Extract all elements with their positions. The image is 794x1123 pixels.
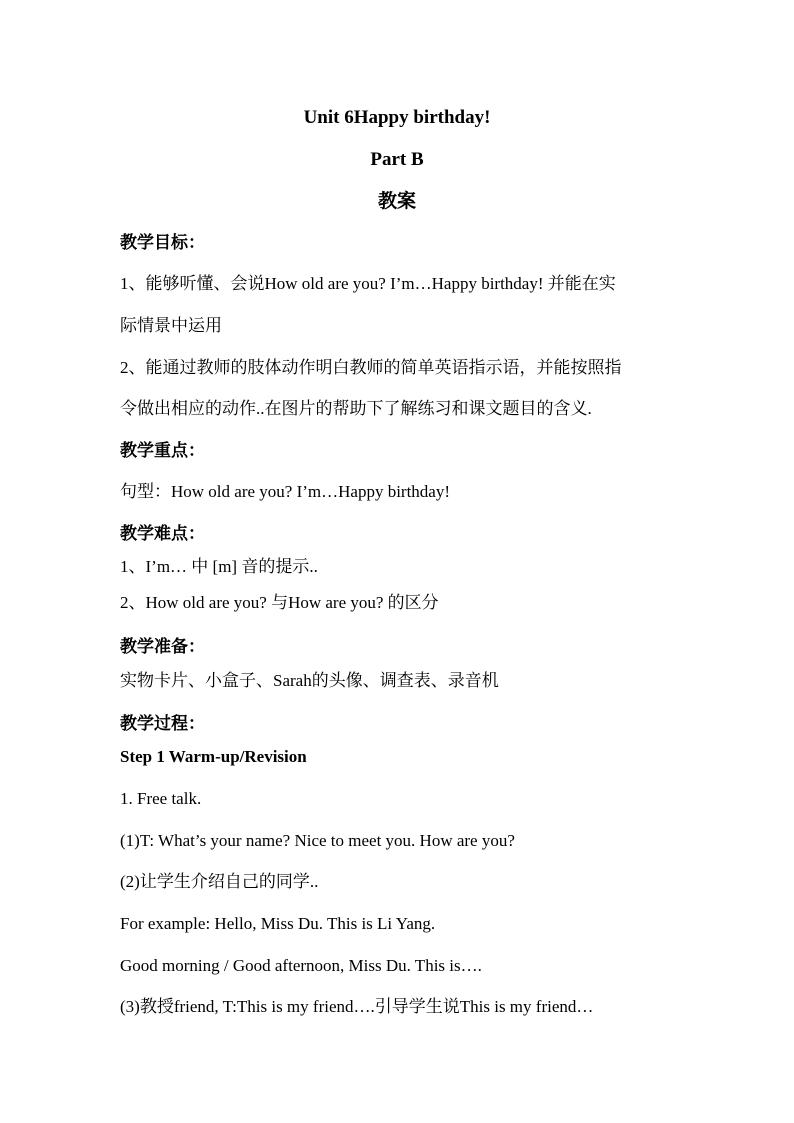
objective-1-line-2: 际情景中运用	[120, 316, 222, 335]
preparation-text: 实物卡片、小盒子、Sarah的头像、调查表、录音机	[120, 671, 499, 690]
process-item-1: (1)T: What’s your name? Nice to meet you. How are you?	[120, 831, 515, 850]
objective-2-line-2: 令做出相应的动作..在图片的帮助下了解练习和课文题目的含义.	[120, 399, 592, 418]
key-points-text: 句型：How old are you? I’m…Happy birthday!	[120, 482, 451, 501]
key-points-heading: 教学重点：	[120, 441, 205, 460]
difficulties-heading: 教学难点：	[120, 524, 205, 543]
preparation-heading: 教学准备：	[120, 637, 205, 656]
process-heading: 教学过程：	[120, 714, 205, 733]
objective-1-line-1: 1、能够听懂、会说How old are you? I’m…Happy birthday! 并能在实	[120, 274, 616, 293]
example-1: For example: Hello, Miss Du. This is Li Yang.	[120, 914, 436, 933]
process-item-3: (3)教授friend, T:This is my friend….引导学生说This is my friend…	[120, 997, 594, 1016]
difficulty-1: 1、I’m… 中 [m] 音的提示..	[120, 557, 318, 576]
example-2: Good morning / Good afternoon, Miss Du. This is….	[120, 956, 482, 975]
difficulty-2: 2、How old are you? 与How are you? 的区分	[120, 593, 439, 612]
part-title: Part B	[370, 149, 424, 170]
unit-title: Unit 6Happy birthday!	[303, 107, 491, 128]
lesson-plan-title: 教案	[377, 191, 416, 212]
free-talk-item: 1. Free talk.	[120, 789, 202, 808]
objective-2-line-1: 2、能通过教师的肢体动作明白教师的简单英语指示语，并能按照指	[120, 358, 622, 377]
objectives-heading: 教学目标：	[120, 233, 205, 252]
step-1-heading: Step 1 Warm-up/Revision	[120, 747, 307, 766]
process-item-2: (2)让学生介绍自己的同学..	[120, 872, 319, 891]
